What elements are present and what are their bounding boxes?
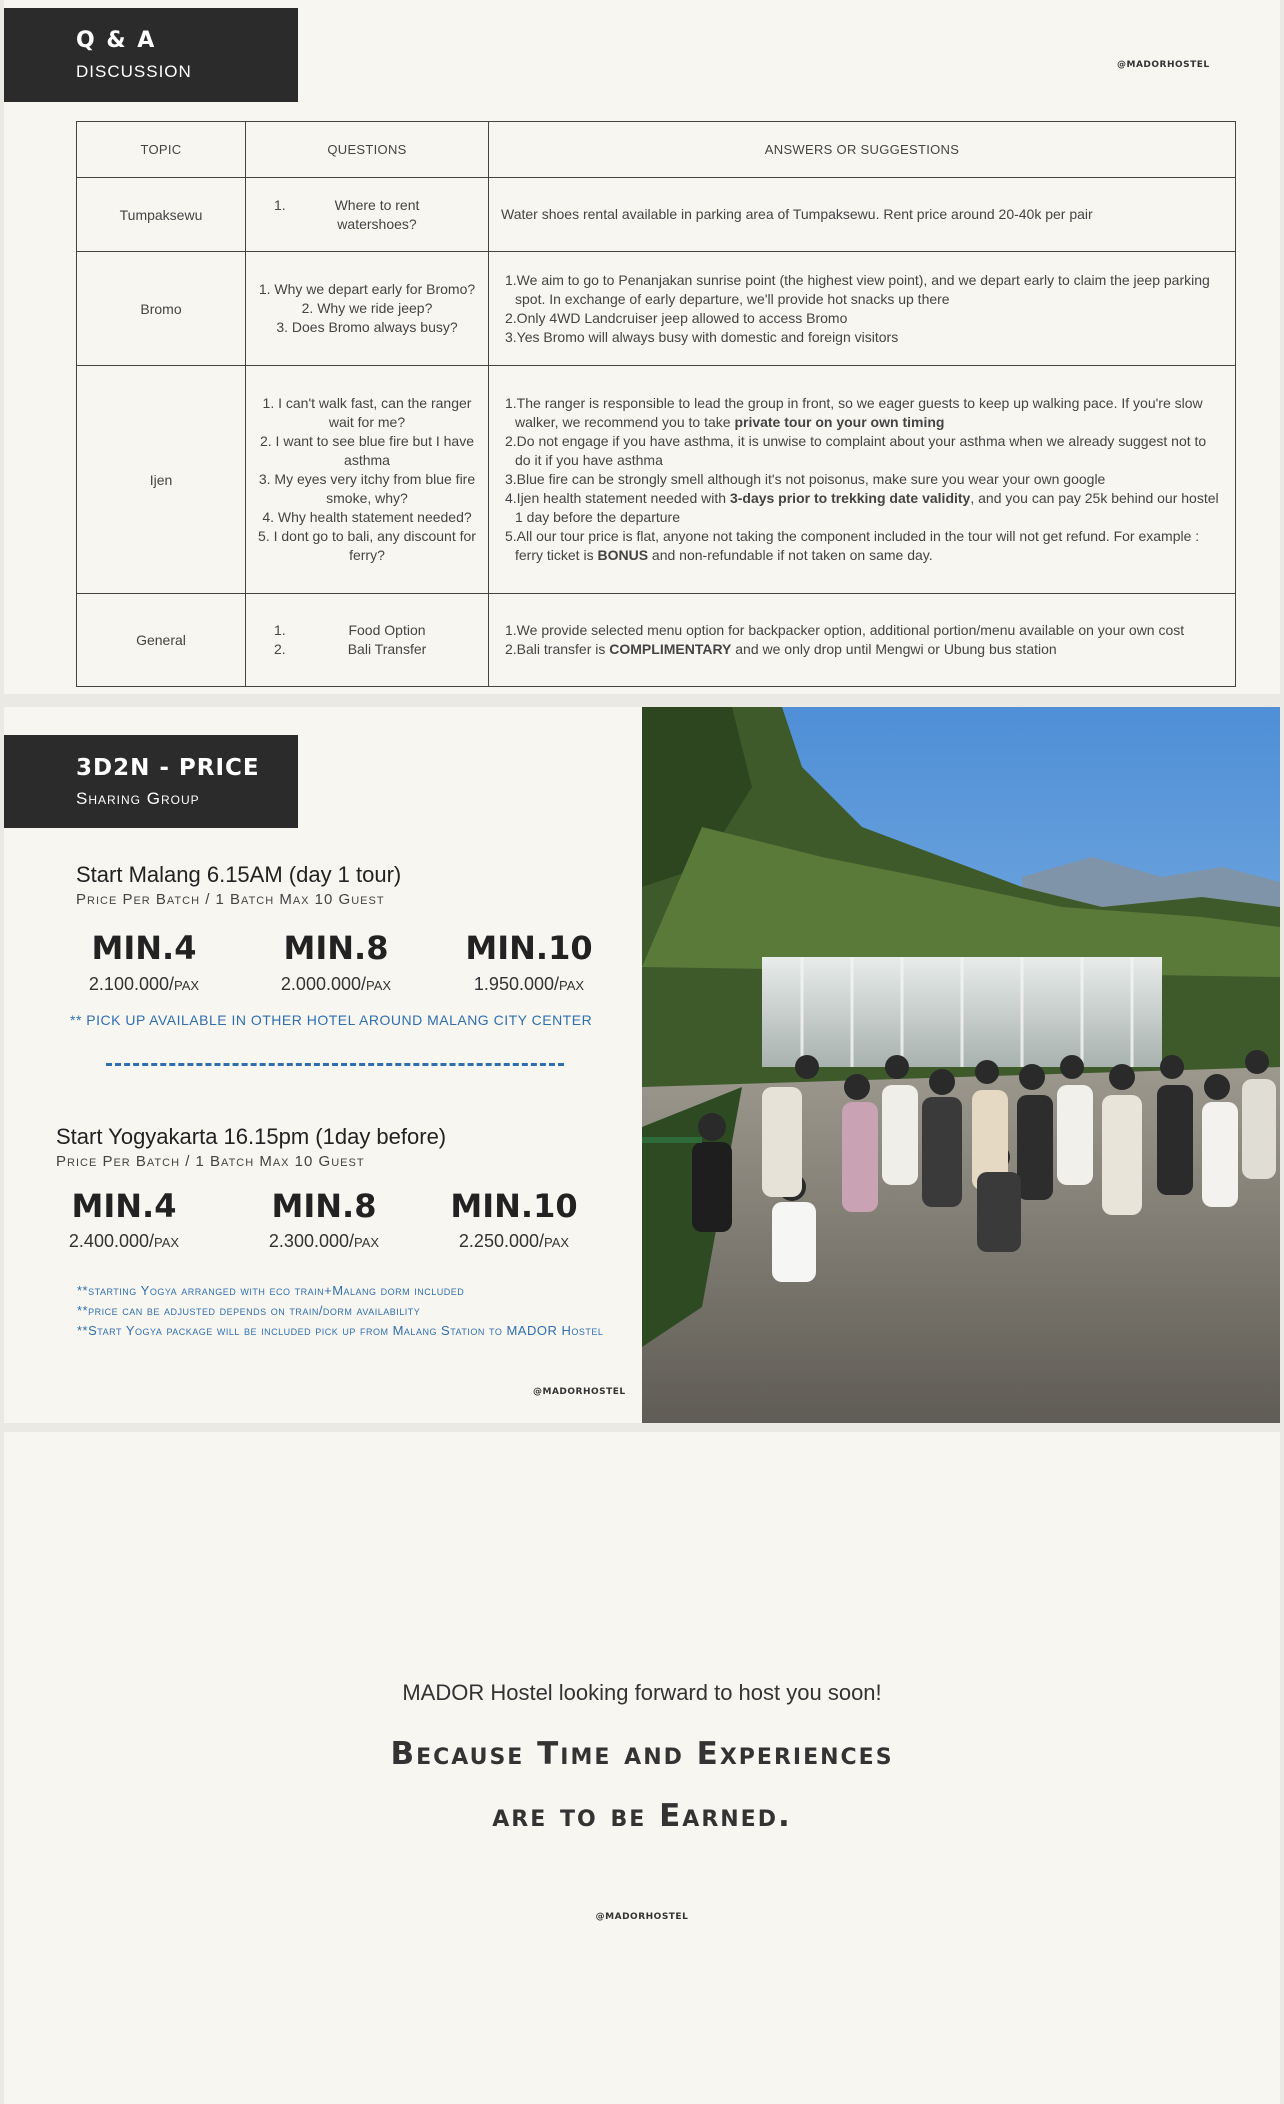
yogya-notes xyxy=(77,1281,627,1341)
answer-item: 4.Ijen health statement needed with 3-days prior to trekking date validity, and you can pay 25k behind our hostel 1 day before the departure xyxy=(505,490,1219,525)
answers-cell xyxy=(489,366,1236,594)
slogan-line-2: are to be Earned. xyxy=(492,1798,792,1834)
answer-item: Water shoes rental available in parking area of Tumpaksewu. Rent price around 20-40k per pair xyxy=(501,206,1093,222)
answer-item: 2.Do not engage if you have asthma, it is unwise to complaint about your asthma when we already suggest not to do it if you have asthma xyxy=(505,433,1207,468)
questions-cell xyxy=(246,252,489,366)
answers-cell xyxy=(489,594,1236,687)
malang-pickup-note: ** PICK UP AVAILABLE IN OTHER HOTEL AROUND MALANG CITY CENTER xyxy=(70,1012,593,1028)
group-photo xyxy=(642,707,1280,1423)
table-header-row xyxy=(77,122,1236,178)
table-row xyxy=(77,252,1236,366)
slogan-line-1: Because Time and Experiences xyxy=(390,1736,894,1772)
table-row xyxy=(77,366,1236,594)
header-topic: TOPIC xyxy=(77,122,246,178)
question-item: 5. I dont go to bali, any discount for ferry? xyxy=(258,528,476,563)
malang-tier-min: MIN.8 xyxy=(283,929,389,967)
note-line: **Start Yogya package will be included pick up from Malang Station to MADOR Hostel xyxy=(77,1323,604,1338)
questions-cell xyxy=(246,594,489,687)
answer-item: 2.Bali transfer is COMPLIMENTARY and we only drop until Mengwi or Ubung bus station xyxy=(505,641,1057,657)
watermark: @MADORHOSTEL xyxy=(533,1387,626,1397)
qa-slide xyxy=(4,0,1280,694)
yogya-tier-price: 2.300.000/pax xyxy=(268,1231,380,1251)
question-item: 3. Does Bromo always busy? xyxy=(276,319,458,335)
malang-title: Start Malang 6.15AM (day 1 tour) xyxy=(76,862,402,887)
yogya-subtitle: Price Per Batch / 1 Batch Max 10 Guest xyxy=(56,1153,365,1170)
qa-title: Q & A xyxy=(76,28,157,53)
yogya-tier-min: MIN.8 xyxy=(271,1187,377,1225)
price-slide xyxy=(4,707,1280,1423)
question-item: 1. Food Option xyxy=(274,622,426,638)
divider xyxy=(106,1063,564,1066)
note-line: **starting Yogya arranged with eco train+Malang dorm included xyxy=(77,1283,465,1298)
qa-table xyxy=(76,121,1236,687)
closing-watermark-wrap xyxy=(4,1906,1280,1924)
topic-cell: Ijen xyxy=(77,366,246,594)
malang-tier-price: 2.000.000/pax xyxy=(280,974,392,994)
yogya-title: Start Yogyakarta 16.15pm (1day before) xyxy=(56,1124,447,1149)
watermark: @MADORHOSTEL xyxy=(595,1912,689,1922)
group-photo-illustration xyxy=(642,707,1280,1423)
question-item: 1. Where to rent watershoes? xyxy=(274,196,420,232)
malang-tier-min: MIN.4 xyxy=(91,929,197,967)
question-item: 2. Why we ride jeep? xyxy=(301,300,433,316)
question-item: 1. I can't walk fast, can the ranger wait for me? xyxy=(262,395,472,430)
question-item: 4. Why health statement needed? xyxy=(262,509,472,525)
question-item: 2. Bali Transfer xyxy=(274,641,427,657)
watermark: @MADORHOSTEL xyxy=(1117,60,1210,70)
price-title-block xyxy=(4,735,298,828)
topic-cell: Tumpaksewu xyxy=(77,178,246,252)
table-row xyxy=(77,594,1236,687)
answers-cell xyxy=(489,178,1236,252)
answer-item: 1.We provide selected menu option for backpacker option, additional portion/menu available on your own cost xyxy=(505,622,1185,638)
header-questions: QUESTIONS xyxy=(246,122,489,178)
malang-tier-price: 1.950.000/pax xyxy=(473,974,585,994)
malang-subtitle: Price Per Batch / 1 Batch Max 10 Guest xyxy=(76,891,385,908)
answer-item: 3.Blue fire can be strongly smell although it's not poisonus, make sure you wear your own google xyxy=(505,471,1106,487)
table-row xyxy=(77,178,1236,252)
yogya-tier-price: 2.250.000/pax xyxy=(458,1231,570,1251)
answer-item: 3.Yes Bromo will always busy with domestic and foreign visitors xyxy=(505,328,899,345)
topic-cell: General xyxy=(77,594,246,687)
question-item: 3. My eyes very itchy from blue fire smoke, why? xyxy=(258,471,476,506)
answer-item: 1.The ranger is responsible to lead the group in front, so we eager guests to keep up walking pace. If you're slow walker, we recommend you to take private tour on your own timing xyxy=(505,395,1203,430)
qa-subtitle: DISCUSSION xyxy=(76,62,192,81)
answer-item: 2.Only 4WD Landcruiser jeep allowed to access Bromo xyxy=(505,309,848,326)
question-item: 1. Why we depart early for Bromo? xyxy=(258,281,476,297)
answers-cell xyxy=(489,252,1236,366)
qa-title-block xyxy=(4,8,298,102)
answer-item: 1.We aim to go to Penanjakan sunrise point (the highest view point), and we depart early to claim the jeep parking spot. In exchange of early departure, we'll provide hot snacks up there xyxy=(505,271,1210,307)
yogya-tier-min: MIN.4 xyxy=(71,1187,177,1225)
price-subtitle: Sharing Group xyxy=(76,789,200,808)
yogya-tier-min: MIN.10 xyxy=(450,1187,578,1225)
note-line: **price can be adjusted depends on train/dorm availability xyxy=(77,1303,421,1318)
malang-tier-price: 2.100.000/pax xyxy=(88,974,200,994)
closing-slide xyxy=(4,1432,1280,2104)
malang-tier-min: MIN.10 xyxy=(465,929,593,967)
price-title: 3D2N - PRICE xyxy=(76,755,260,781)
closing-message: MADOR Hostel looking forward to host you soon! xyxy=(402,1680,882,1705)
yogya-tier-price: 2.400.000/pax xyxy=(68,1231,180,1251)
header-answers: ANSWERS OR SUGGESTIONS xyxy=(489,122,1236,178)
questions-cell xyxy=(246,178,489,252)
question-item: 2. I want to see blue fire but I have asthma xyxy=(259,433,475,468)
answer-item: 5.All our tour price is flat, anyone not taking the component included in the tour will not get refund. For example : ferry ticket is BONUS and non-refundable if not taken on same day. xyxy=(505,528,1200,563)
questions-cell xyxy=(246,366,489,594)
topic-cell: Bromo xyxy=(77,252,246,366)
